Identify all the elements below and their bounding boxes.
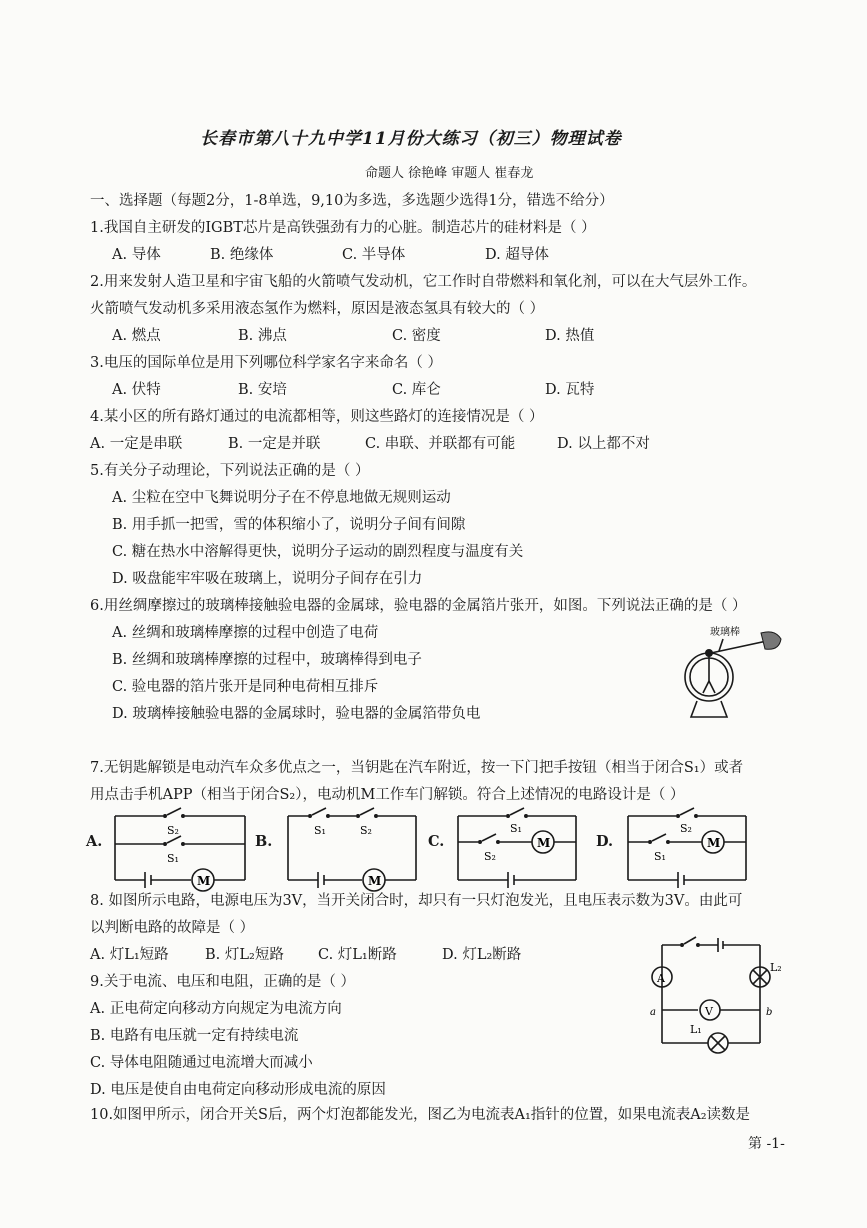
section-heading: 一、选择题（每题2分，1-8单选，9,10为多选，多选题少选得1分，错选不给分） [90, 193, 614, 209]
q8-option-a: A. 灯L₁短路 [90, 947, 169, 963]
authors-line: 命题人 徐艳峰 审题人 崔春龙 [365, 166, 534, 181]
svg-text:M: M [197, 874, 211, 888]
q6-option-a: A. 丝绸和玻璃棒摩擦的过程中创造了电荷 [112, 625, 379, 641]
q1-option-b: B. 绝缘体 [210, 247, 274, 263]
q2-option-d: D. 热值 [545, 328, 595, 344]
svg-text:S₁: S₁ [654, 850, 666, 863]
svg-text:S₂: S₂ [360, 824, 372, 837]
q1-option-a: A. 导体 [112, 247, 161, 263]
svg-text:S₂: S₂ [680, 822, 692, 835]
q6-option-c: C. 验电器的箔片张开是同种电荷相互排斥 [112, 679, 379, 695]
svg-text:S₁: S₁ [314, 824, 326, 837]
svg-text:M: M [537, 836, 551, 850]
svg-text:L₁: L₁ [690, 1023, 702, 1036]
q1-option-d: D. 超导体 [485, 247, 549, 263]
svg-text:S₁: S₁ [510, 822, 522, 835]
q8-option-c: C. 灯L₁断路 [318, 947, 397, 963]
q10-stem: 10.如图甲所示，闭合开关S后，两个灯泡都能发光，图乙为电流表A₁指针的位置，如果电流表A₂读数是 [90, 1107, 751, 1123]
q5-stem: 5.有关分子动理论，下列说法正确的是（ ） [90, 463, 370, 479]
q4-option-c: C. 串联、并联都有可能 [365, 436, 516, 452]
q9-stem: 9.关于电流、电压和电阻，正确的是（ ） [90, 974, 355, 990]
q4-option-b: B. 一定是并联 [228, 436, 321, 452]
svg-text:V: V [705, 1005, 713, 1018]
q3-option-d: D. 瓦特 [545, 382, 595, 398]
q5-option-d: D. 吸盘能牢牢吸在玻璃上，说明分子间存在引力 [112, 571, 423, 587]
q9-option-b: B. 电路有电压就一定有持续电流 [90, 1028, 299, 1044]
q8-stem-line2: 以判断电路的故障是（ ） [90, 920, 255, 936]
q3-stem: 3.电压的国际单位是用下列哪位科学家名字来命名（ ） [90, 355, 442, 371]
q5-option-a: A. 尘粒在空中飞舞说明分子在不停息地做无规则运动 [112, 490, 451, 506]
q2-option-a: A. 燃点 [112, 328, 161, 344]
svg-text:A: A [657, 972, 665, 985]
q5-option-c: C. 糖在热水中溶解得更快，说明分子运动的剧烈程度与温度有关 [112, 544, 524, 560]
q1-stem: 1.我国自主研发的IGBT芯片是高铁强劲有力的心脏。制造芯片的硅材料是（ ） [90, 220, 596, 236]
q7-stem-line1: 7.无钥匙解锁是电动汽车众多优点之一，当钥匙在汽车附近，按一下门把手按钮（相当于闭合S₁）或者 [90, 760, 744, 776]
circuit-label-a: A. [86, 833, 103, 850]
q5-option-b: B. 用手抓一把雪，雪的体积缩小了，说明分子间有间隙 [112, 517, 466, 533]
q8-circuit-figure [650, 935, 790, 1065]
glass-rod-label: 玻璃棒 [710, 627, 740, 638]
q2-stem-line1: 2.用来发射人造卫星和宇宙飞船的火箭喷气发动机，它工作时自带燃料和氧化剂，可以在大气层外工作。 [90, 274, 757, 290]
circuit-a [115, 808, 255, 888]
q6-stem: 6.用丝绸摩擦过的玻璃棒接触验电器的金属球，验电器的金属箔片张开，如图。下列说法正确的是（ ） [90, 598, 747, 614]
q4-option-d: D. 以上都不对 [557, 436, 650, 452]
q1-option-c: C. 半导体 [342, 247, 406, 263]
page-title: 长春市第八十九中学11月份大练习（初三）物理试卷 [200, 129, 622, 149]
electroscope-figure [675, 625, 785, 725]
svg-text:M: M [368, 874, 382, 888]
q6-option-b: B. 丝绸和玻璃棒摩擦的过程中，玻璃棒得到电子 [112, 652, 422, 668]
svg-text:b: b [766, 1007, 773, 1018]
q2-option-c: C. 密度 [392, 328, 441, 344]
circuit-b [288, 808, 428, 888]
circuit-label-c: C. [428, 833, 445, 850]
circuit-d [628, 808, 768, 888]
q2-stem-line2: 火箭喷气发动机多采用液态氢作为燃料，原因是液态氢具有较大的（ ） [90, 301, 545, 317]
circuit-label-b: B. [255, 833, 273, 850]
q3-option-b: B. 安培 [238, 382, 287, 398]
svg-text:L₂: L₂ [770, 961, 782, 974]
svg-text:M: M [707, 836, 721, 850]
q2-option-b: B. 沸点 [238, 328, 287, 344]
q6-option-d: D. 玻璃棒接触验电器的金属球时，验电器的金属箔带负电 [112, 706, 481, 722]
q9-option-d: D. 电压是使自由电荷定向移动形成电流的原因 [90, 1082, 386, 1098]
page-number: 第 -1- [748, 1136, 785, 1152]
q8-option-b: B. 灯L₂短路 [205, 947, 284, 963]
q8-option-d: D. 灯L₂断路 [442, 947, 522, 963]
q8-stem-line1: 8. 如图所示电路，电源电压为3V，当开关闭合时，却只有一只灯泡发光，且电压表示数为3V。由此可 [90, 893, 743, 909]
svg-text:a: a [650, 1007, 656, 1018]
q4-option-a: A. 一定是串联 [90, 436, 183, 452]
svg-text:S₂: S₂ [167, 824, 179, 837]
svg-text:S₂: S₂ [484, 850, 496, 863]
circuit-c [458, 808, 598, 888]
q9-option-c: C. 导体电阻随通过电流增大而减小 [90, 1055, 313, 1071]
q3-option-c: C. 库仑 [392, 382, 441, 398]
q4-stem: 4.某小区的所有路灯通过的电流都相等，则这些路灯的连接情况是（ ） [90, 409, 544, 425]
circuit-label-d: D. [596, 833, 614, 850]
q7-stem-line2: 用点击手机APP（相当于闭合S₂），电动机M工作车门解锁。符合上述情况的电路设计是（ ） [90, 787, 685, 803]
q9-option-a: A. 正电荷定向移动方向规定为电流方向 [90, 1001, 342, 1017]
q3-option-a: A. 伏特 [112, 382, 161, 398]
svg-text:S₁: S₁ [167, 852, 179, 865]
